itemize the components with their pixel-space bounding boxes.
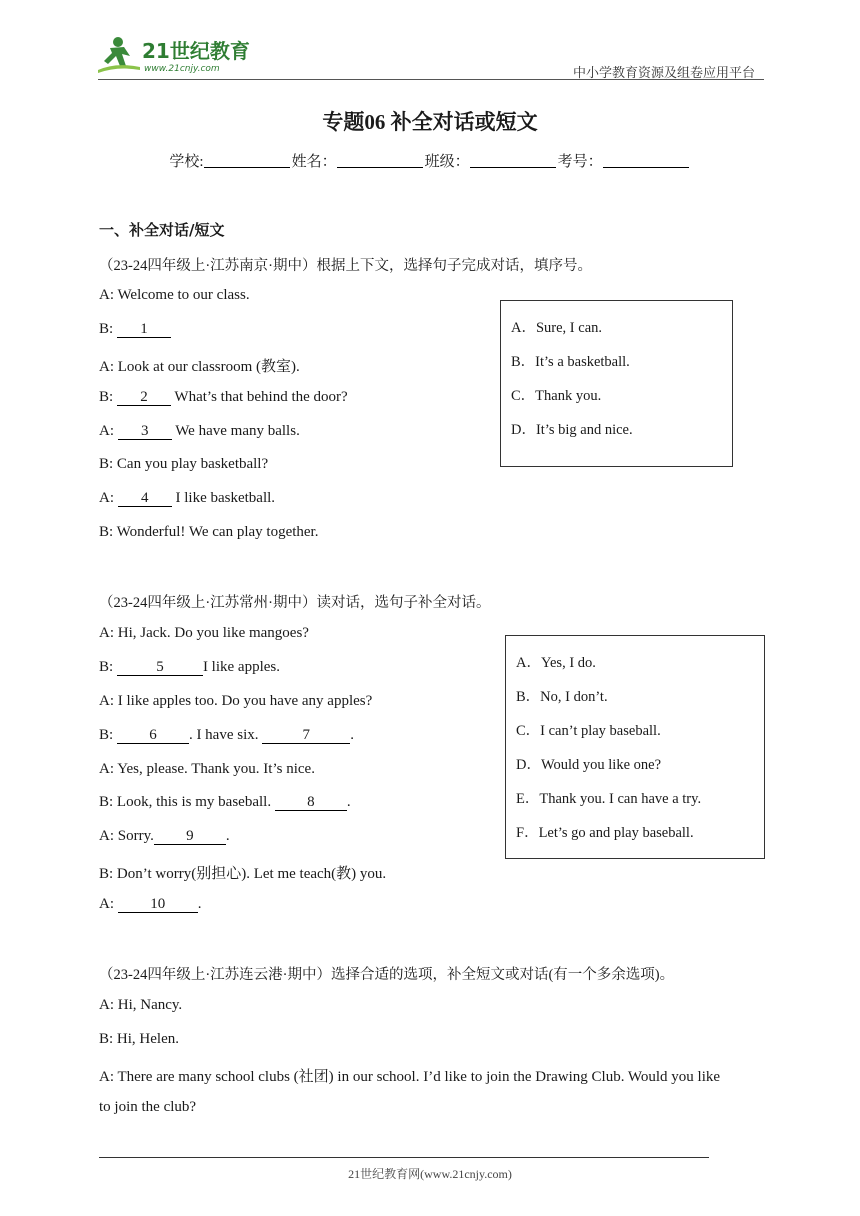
footer-text: 21世纪教育网(www.21cnjy.com): [348, 1167, 512, 1181]
header-platform-text: 中小学教育资源及组卷应用平台: [572, 65, 755, 80]
q2-line-3: A: I like apples too. Do you have any apples?: [99, 693, 373, 709]
q2-option-a: A．Yes, I do.: [516, 655, 596, 671]
q3-line-2: B: Hi, Helen.: [99, 1031, 179, 1047]
q1-line-5: A: 3 We have many balls.: [99, 423, 300, 439]
q1-line-1: A: Welcome to our class.: [99, 287, 250, 303]
q2-line-8: B: Don’t worry(别担心). Let me teach(教) you.: [99, 866, 387, 882]
q1-option-d: D．It’s big and nice.: [511, 422, 633, 438]
class-label: 班级：: [424, 154, 470, 170]
q2-line-5: A: Yes, please. Thank you. It’s nice.: [99, 761, 315, 777]
q1-line-8: B: Wonderful! We can play together.: [99, 524, 319, 540]
q2-line-9: A: 10 .: [99, 896, 202, 912]
q1-option-c: C．Thank you.: [511, 388, 602, 404]
q1-line-2: B: 1: [99, 321, 171, 338]
answer-blank-10[interactable]: 10: [118, 896, 198, 913]
answer-blank-6[interactable]: 6: [117, 727, 189, 744]
answer-blank-2[interactable]: 2: [117, 389, 171, 406]
q2-line-6: B: Look, this is my baseball. 8 .: [99, 794, 351, 810]
q2-options-box: [505, 635, 765, 859]
q3-line-3: A: There are many school clubs (社团) in our school. I’d like to join the Drawing Club. Would you like: [99, 1069, 721, 1085]
site-logo: [96, 34, 266, 76]
q2-intro: （23-24四年级上·江苏常州·期中）读对话，选句子补全对话。: [99, 595, 491, 611]
q1-line-4: B: 2 What’s that behind the door?: [99, 389, 348, 405]
answer-blank-3[interactable]: 3: [118, 423, 172, 440]
footer-divider: [99, 1157, 709, 1158]
logo-text: 21世纪教育: [142, 39, 250, 63]
q2-option-d: D．Would you like one?: [516, 757, 662, 773]
q1-option-b: B．It’s a basketball.: [511, 354, 630, 370]
answer-blank-8[interactable]: 8: [275, 794, 347, 811]
answer-blank-9[interactable]: 9: [154, 828, 226, 845]
student-info-line: [0, 150, 860, 171]
q1-line-7: A: 4 I like basketball.: [99, 490, 276, 506]
q3-line-4: to join the club?: [99, 1099, 197, 1115]
q2-line-4: B: 6 . I have six. 7 .: [99, 727, 355, 743]
q1-line-3: A: Look at our classroom (教室).: [99, 359, 300, 375]
q3-line-1: A: Hi, Nancy.: [99, 997, 183, 1013]
logo-url: www.21cnjy.com: [144, 64, 220, 74]
q2-line-2: B: 5 I like apples.: [99, 659, 280, 675]
q2-line-7: A: Sorry. 9 .: [99, 828, 230, 844]
page-title: 专题06 补全对话或短文: [322, 110, 538, 134]
q1-intro: （23-24四年级上·江苏南京·期中）根据上下文，选择句子完成对话，填序号。: [99, 258, 592, 274]
section-heading: 一、补全对话/短文: [99, 221, 225, 239]
answer-blank-5[interactable]: 5: [117, 659, 203, 676]
school-blank[interactable]: [204, 152, 290, 168]
exam-no-blank[interactable]: [603, 152, 689, 168]
q1-options-box: [500, 300, 733, 467]
answer-blank-4[interactable]: 4: [118, 490, 172, 507]
q2-option-c: C．I can’t play baseball.: [516, 723, 661, 739]
exam-no-label: 考号：: [557, 154, 603, 170]
q2-line-1: A: Hi, Jack. Do you like mangoes?: [99, 625, 309, 641]
name-label: 姓名：: [291, 154, 337, 170]
q2-option-b: B．No, I don’t.: [516, 689, 608, 705]
q1-line-6: B: Can you play basketball?: [99, 456, 269, 472]
school-label: 学校:: [169, 154, 204, 170]
class-blank[interactable]: [470, 152, 556, 168]
q1-option-a: A．Sure, I can.: [511, 320, 603, 336]
name-blank[interactable]: [337, 152, 423, 168]
header-divider: [98, 79, 764, 80]
q2-option-f: F．Let’s go and play baseball.: [516, 825, 694, 841]
q2-option-e: E．Thank you. I can have a try.: [516, 791, 702, 807]
q3-intro: （23-24四年级上·江苏连云港·期中）选择合适的选项，补全短文或对话(有一个多余选项)。: [99, 967, 675, 983]
answer-blank-7[interactable]: 7: [262, 727, 350, 744]
answer-blank-1[interactable]: 1: [117, 321, 171, 338]
